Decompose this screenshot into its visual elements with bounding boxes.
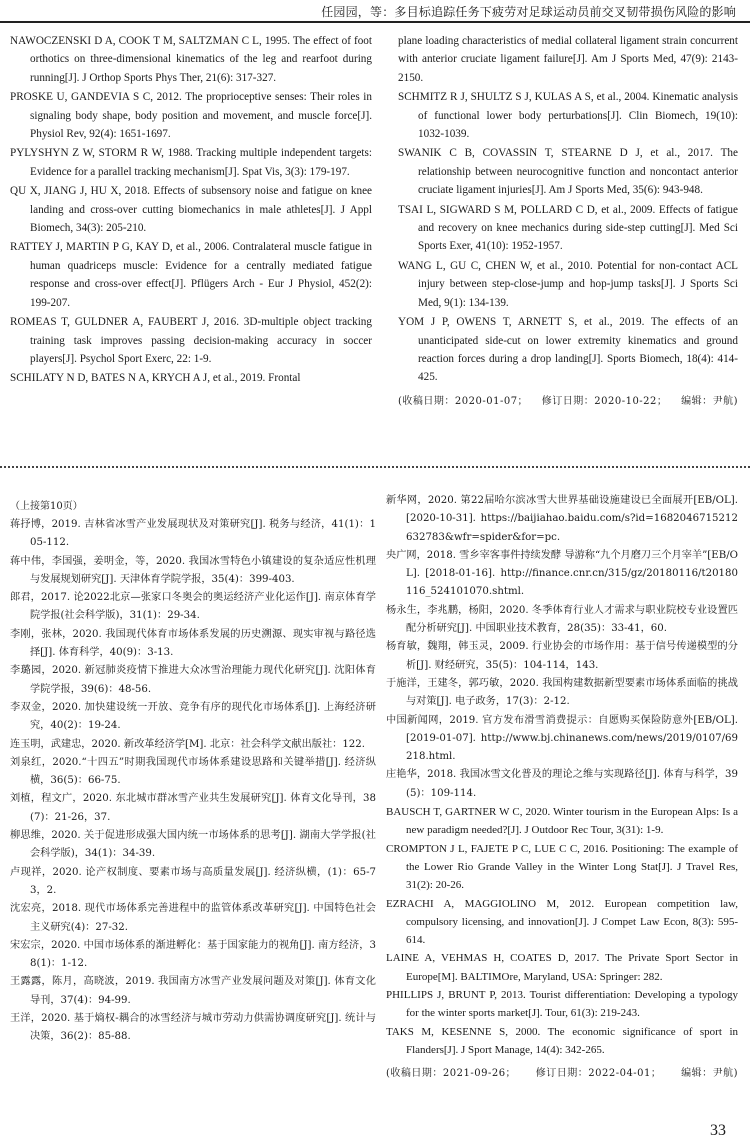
reference-item: 杨育敏，魏翔，韩玉灵，2009. 行业协会的市场作用：基于信号传递模型的分析[J]. 财经研究，35(5)：104-114，143. [386, 641, 738, 671]
reference-item: 央广网，2018. 雪乡宰客事件持续发酵 导游称“九个月磨刀三个月宰羊”[EB/OL]. [2018-01-16]. http://finance.cnr.cn/315/gz/20180116/t20180116_524101070.shtml. [386, 549, 738, 598]
received-date: (收稿日期：2021-09-26； [386, 1068, 517, 1080]
received-dates-note [398, 393, 738, 411]
continued-from-note: （上接第10页） [10, 501, 83, 512]
received-date: (收稿日期：2020-01-07； [398, 395, 529, 407]
reference-item: 李刚，张林，2020. 我国现代体育市场体系发展的历史溯源、现实审视与路径选择[J]. 体育科学，40(9)：3-13. [10, 628, 376, 659]
reference-item: LAINE A, VEHMAS H, COATES D, 2017. The Private Sport Sector in Europe[M]. BALTIMOre, Maryland, USA: Springer: 282. [386, 952, 738, 983]
reference-item: ROMEAS T, GULDNER A, FAUBERT J, 2016. 3D-multiple object tracking training task improves passing decision-making accuracy in soccer players[J]. Psychol Sport Exerc, 22: 1-9. [10, 316, 372, 365]
reference-item: EZRACHI A, MAGGIOLINO M, 2012. European competition law, compulsory licensing, and innovation[J]. J Compet Law Econ, 8(3): 595-614. [386, 897, 738, 947]
reference-item: 刘泉红，2020.“十四五”时期我国现代市场体系建设思路和关键举措[J]. 经济纵横，36(5)：66-75. [10, 756, 376, 787]
reference-item: PHILLIPS J, BRUNT P, 2013. Tourist differentiation: Developing a typology for the winter sports market[J]. Tour, 61(3): 219-243. [386, 989, 738, 1020]
reference-item: 杨永生，李兆鹏，杨阳，2020. 冬季体育行业人才需求与职业院校专业设置匹配分析研究[J]. 中国职业技术教育，28(35)：33-41，60. [386, 604, 738, 635]
running-header-title: 任园园，等：多目标追踪任务下疲劳对足球运动员前交叉韧带损伤风险的影响 [321, 5, 736, 19]
reference-list-bottom-left [10, 498, 376, 1047]
reference-item: WANG L, GU C, CHEN W, et al., 2010. Potential for non-contact ACL injury between step-close-jump and hop-jump tasks[J]. J Sports Sci Med, 9(1): 134-139. [398, 259, 738, 309]
page-number: 33 [710, 1122, 726, 1139]
reference-item: 蒋抒博，2019. 吉林省冰雪产业发展现状及对策研究[J]. 税务与经济，41(1)：105-112. [10, 519, 376, 549]
reference-item: 沈宏亮，2018. 现代市场体系完善进程中的监管体系改革研究[J]. 中国特色社会主义研究(4)：27-32. [10, 903, 376, 933]
reference-item: SCHILATY N D, BATES N A, KRYCH A J, et al., 2019. Frontal [10, 372, 301, 385]
reference-item: 郎君，2017. 论2022北京—张家口冬奥会的奥运经济产业化运作[J]. 南京体育学院学报(社会科学版)，31(1)：29-34. [10, 592, 376, 622]
reference-item: 王露露，陈月，高晓波，2019. 我国南方冰雪产业发展问题及对策[J]. 体育文化导刊，37(4)：94-99. [10, 976, 376, 1006]
reference-item: 卢现祥，2020. 论产权制度、要素市场与高质量发展[J]. 经济纵横，(1)：65-73，2. [10, 866, 376, 896]
reference-item: 李双金，2020. 加快建设统一开放、竞争有序的现代化市场体系[J]. 上海经济研究，40(2)：19-24. [10, 701, 376, 732]
reference-item: BAUSCH T, GARTNER W C, 2020. Winter tourism in the European Alps: Is a new paradigm needed?[J]. J Outdoor Rec Tour, 3(31): 1-9. [386, 806, 738, 837]
reference-item: RATTEY J, MARTIN P G, KAY D, et al., 2006. Contralateral muscle fatigue in human quadriceps muscle: Evidence for a centrally mediated fatigue response and cross-over effect[J]. Pflügers Arch - Eur J Physiol, 452(2): 199-207. [10, 241, 372, 309]
reference-item: SWANIK C B, COVASSIN T, STEARNE D J, et al., 2017. The relationship between neurocognitive function and noncontact anterior cruciate ligament injuries[J]. Am J Sports Med, 35(6): 943-948. [398, 147, 738, 197]
reference-item: PROSKE U, GANDEVIA S C, 2012. The proprioceptive senses: Their roles in signaling body shape, body position and movement, and muscle force[J]. Physiol Rev, 92(4): 1651-1697. [10, 91, 372, 141]
reference-item: SCHMITZ R J, SHULTZ S J, KULAS A S, et al., 2004. Kinematic analysis of functional lower body perturbations[J]. Clin Biomech, 19(10): 1032-1039. [398, 91, 738, 141]
editor-note: 编辑：尹航) [681, 395, 738, 407]
reference-item: PYLYSHYN Z W, STORM R W, 1988. Tracking multiple independent targets: Evidence for a parallel tracking mechanism[J]. Spat Vis, 3(3): 179-197. [10, 147, 372, 178]
reference-item: 中国新闻网，2019. 官方发布滑雪消费提示：自愿购买保险防意外[EB/OL]. [2019-01-07]. http://www.bj.chinanews.com/news/2019/0107/69218.html. [386, 714, 738, 763]
revised-date: 修订日期：2020-10-22； [541, 395, 668, 407]
reference-continuation: plane loading characteristics of medial collateral ligament strain concurrent with anterior cruciate ligament failure[J]. Am J Sports Med, 47(9): 2143-2150. [398, 35, 738, 84]
reference-item: 王洋，2020. 基于熵权-耦合的冰雪经济与城市劳动力供需协调度研究[J]. 统计与决策，36(2)：85-88. [10, 1013, 376, 1043]
reference-item: YOM J P, OWENS T, ARNETT S, et al., 2019. The effects of an unanticipated side-cut on lower extremity kinematics and ground reaction forces during a drop landing[J]. Sports Biomech, 18(4): 414-425. [398, 316, 738, 384]
revised-date: 修订日期：2022-04-01； [535, 1068, 662, 1080]
reference-item: TSAI L, SIGWARD S M, POLLARD C D, et al., 2009. Effects of fatigue and recovery on knee mechanics during side-step cutting[J]. Med Sci Sports Exer, 41(10): 1952-1957. [398, 203, 738, 253]
reference-item: 柳思维，2020. 关于促进形成强大国内统一市场体系的思考[J]. 湖南大学学报(社会科学版)，34(1)：34-39. [10, 830, 376, 860]
reference-list-bottom-right [386, 492, 738, 1083]
reference-item: 庄艳华，2018. 我国冰雪文化普及的理论之维与实现路径[J]. 体育与科学，39(5)：109-114. [386, 769, 738, 799]
editor-note: 编辑：尹航) [681, 1068, 738, 1080]
reference-item: 宋宏宗，2020. 中国市场体系的渐进孵化：基于国家能力的视角[J]. 南方经济，38(1)：1-12. [10, 939, 376, 970]
reference-item: 于施洋，王建冬，郭巧敏，2020. 我国构建数据新型要素市场体系面临的挑战与对策[J]. 电子政务，17(3)：2-12. [386, 677, 738, 708]
reference-list-top-left [10, 32, 372, 389]
reference-item: 李璐园，2020. 新冠肺炎疫情下推进大众冰雪治理能力现代化研究[J]. 沈阳体育学院学报，39(6)：48-56. [10, 665, 376, 695]
reference-list-top-right [398, 32, 738, 411]
reference-item: TAKS M, KESENNE S, 2000. The economic significance of sport in Flanders[J]. J Sport Manage, 14(4): 342-265. [386, 1025, 738, 1056]
article-separator [0, 466, 750, 468]
reference-item: NAWOCZENSKI D A, COOK T M, SALTZMAN C L, 1995. The effect of foot orthotics on three-dimensional kinematics of the leg and rearfoot during running[J]. J Orthop Sports Phys Ther, 21(6): 317-327. [10, 35, 372, 84]
reference-item: CROMPTON J L, FAJETE P C, LUE C C, 2016. Positioning: The example of the Lower Rio Grande Valley in the Winter Long Stat[J]. J Travel Res, 31(2): 20-26. [386, 842, 738, 892]
header-rule [0, 21, 750, 23]
reference-item: 连玉明，武建忠，2020. 新改革经济学[M]. 北京：社会科学文献出版社：122. [10, 738, 366, 750]
reference-item: 刘植，程文广，2020. 东北城市群冰雪产业共生发展研究[J]. 体育文化导刊，38(7)：21-26，37. [10, 793, 376, 823]
reference-item: QU X, JIANG J, HU X, 2018. Effects of subsensory noise and fatigue on knee landing and cross-over cutting biomechanics in male athletes[J]. J Appl Biomech, 34(3): 205-210. [10, 185, 372, 235]
received-dates-note [386, 1065, 738, 1083]
reference-item: 蒋中伟，李国强，姜明金，等，2020. 我国冰雪特色小镇建设的复杂适应性机理与发展规划研究[J]. 天津体育学院学报，35(4)：399-403. [10, 555, 376, 585]
reference-item: 新华网，2020. 第22届哈尔滨冰雪大世界基础设施建设已全面展开[EB/OL]. [2020-10-31]. https://baijiahao.baidu.com/s?id=1682046715212632783&wfr=spider&for=pc. [386, 495, 738, 543]
